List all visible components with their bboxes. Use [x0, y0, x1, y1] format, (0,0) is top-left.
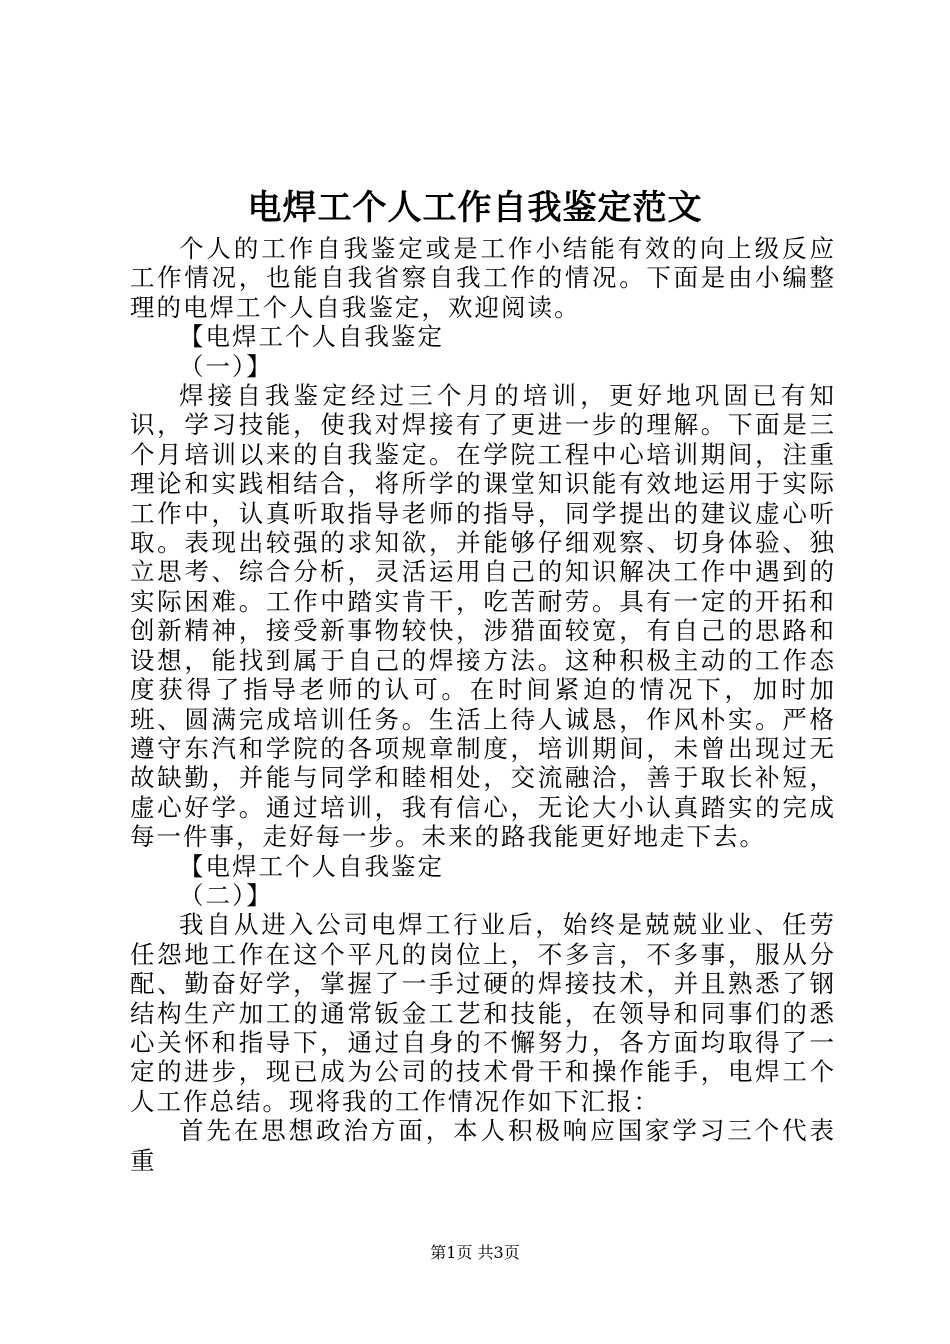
page-number-footer: 第1页 共3页	[430, 1243, 520, 1262]
section-2-heading-line-1: 【电焊工个人自我鉴定	[179, 851, 444, 881]
document-title: 电焊工个人工作自我鉴定范文	[247, 188, 703, 228]
intro-paragraph: 个人的工作自我鉴定或是工作小结能有效的向上级反应工作情况，也能自我省察自我工作的情况。下面是由小编整理的电焊工个人自我鉴定，欢迎阅读。	[130, 234, 836, 322]
section-1-paragraph: 焊接自我鉴定经过三个月的培训，更好地巩固已有知识，学习技能，使我对焊接有了更进一步的理解。下面是三个月培训以来的自我鉴定。在学院工程中心培训期间，注重理论和实践相结合，将所学的课堂知识能有效地运用于实际工作中，认真听取指导老师的指导，同学提出的建议虚心听取。表现出较强的求知欲，并能够仔细观察、切身体验、独立思考、综合分析，灵活运用自己的知识解决工作中遇到的实际困难。工作中踏实肯干，吃苦耐劳。具有一定的开拓和创新精神，接受新事物较快，涉猎面较宽，有自己的思路和设想，能找到属于自己的焊接方法。这种积极主动的工作态度获得了指导老师的认可。在时间紧迫的情况下，加时加班、圆满完成培训任务。生活上待人诚恳，作风朴实。严格遵守东汽和学院的各项规章制度，培训期间，未曾出现过无故缺勤，并能与同学和睦相处，交流融洽，善于取长补短，虚心好学。通过培训，我有信心，无论大小认真踏实的完成每一件事，走好每一步。未来的路我能更好地走下去。	[130, 381, 836, 852]
section-2-paragraph-2: 首先在思想政治方面，本人积极响应国家学习三个代表重	[130, 1116, 836, 1175]
document-body	[130, 234, 836, 1175]
section-2-heading-line-2: （二）】	[179, 880, 273, 910]
section-1-heading-line-2: （一）】	[179, 351, 273, 381]
section-2-paragraph: 我自从进入公司电焊工行业后，始终是兢兢业业、任劳任怨地工作在这个平凡的岗位上，不多言，不多事，服从分配、勤奋好学，掌握了一手过硬的焊接技术，并且熟悉了钢结构生产加工的通常钣金工艺和技能，在领导和同事们的悉心关怀和指导下，通过自身的不懈努力，各方面均取得了一定的进步，现已成为公司的技术骨干和操作能手，电焊工个人工作总结。现将我的工作情况作如下汇报：	[130, 910, 836, 1116]
section-1-heading-line-1: 【电焊工个人自我鉴定	[179, 322, 444, 352]
